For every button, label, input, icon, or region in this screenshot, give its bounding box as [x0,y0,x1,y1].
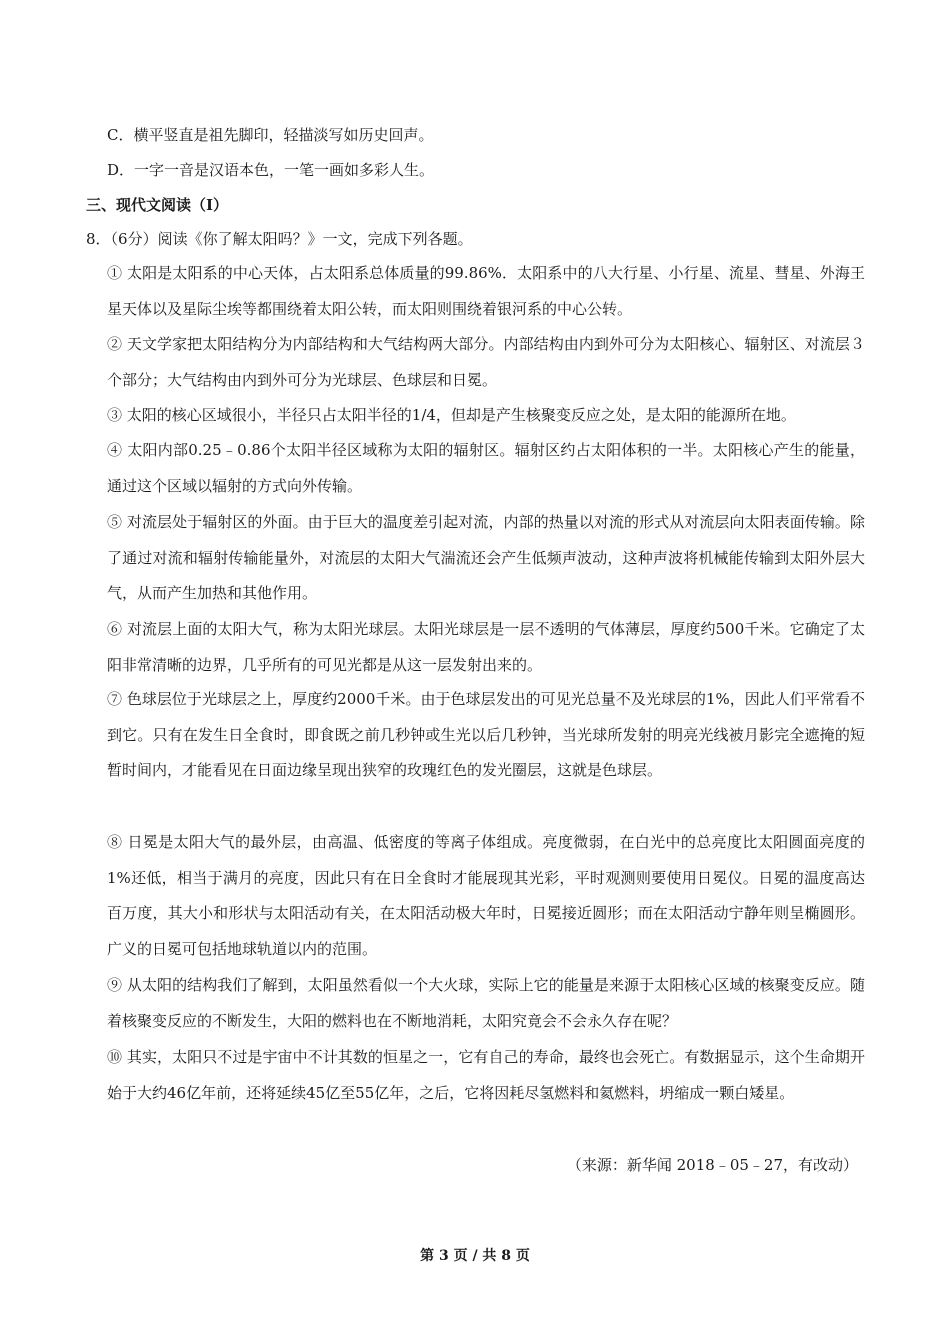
paragraph-9: ⑨ 从太阳的结构我们了解到，太阳虽然看似一个大火球，实际上它的能量是来源于太阳核心区域的核聚变反应。随着核聚变反应的不断发生，大阳的燃料也在不断地消耗，太阳究竟会不会永久存在呢？ [107,976,865,1030]
paragraph-2: ② 天文学家把太阳结构分为内部结构和大气结构两大部分。内部结构由内到外可分为太阳核心、辐射区、对流层３个部分；大气结构由内到外可分为光球层、色球层和日冕。 [107,335,865,389]
page-footer: 第 3 页 / 共 8 页 [420,1248,530,1264]
option-c: C．横平竖直是祖先脚印，轻描淡写如历史回声。 [107,126,434,144]
section-heading: 三、现代文阅读（Ⅰ） [86,196,229,214]
paragraph-3: ③ 太阳的核心区域很小，半径只占太阳半径的1/4，但却是产生核聚变反应之处，是太阳的能源所在地。 [107,406,796,424]
paragraph-7: ⑦ 色球层位于光球层之上，厚度约2000千米。由于色球层发出的可见光总量不及光球层的1%，因此人们平常看不到它。只有在发生日全食时，即食既之前几秒钟或生光以后几秒钟，当光球所发射的明亮光线被月影完全遮掩的短暂时间内，才能看见在日面边缘呈现出狭窄的玫瑰红色的发光圈层，这就是色球层。 [107,690,865,779]
option-d: D．一字一音是汉语本色，一笔一画如多彩人生。 [107,161,435,179]
paragraph-4: ④ 太阳内部0.25﹣0.86个太阳半径区域称为太阳的辐射区。辐射区约占太阳体积的一半。太阳核心产生的能量，通过这个区域以辐射的方式向外传输。 [107,441,865,495]
paragraph-8: ⑧ 日冕是太阳大气的最外层，由高温、低密度的等离子体组成。亮度微弱，在白光中的总亮度比太阳圆面亮度的1%还低，相当于满月的亮度，因此只有在日全食时才能展现其光彩，平时观测则要使用日冕仪。日冕的温度高达百万度，其大小和形状与太阳活动有关，在太阳活动极大年时，日冕接近圆形；而在太阳活动宁静年则呈椭圆形。广义的日冕可包括地球轨道以内的范围。 [107,833,865,958]
paragraph-5: ⑤ 对流层处于辐射区的外面。由于巨大的温度差引起对流，内部的热量以对流的形式从对流层向太阳表面传输。除了通过对流和辐射传输能量外，对流层的太阳大气湍流还会产生低频声波动，这种声波将机械能传输到太阳外层大气，从而产生加热和其他作用。 [107,513,865,602]
paragraph-1: ① 太阳是太阳系的中心天体，占太阳系总体质量的99.86%．太阳系中的八大行星、小行星、流星、彗星、外海王星天体以及星际尘埃等都围绕着太阳公转，而太阳则围绕着银河系的中心公转。 [107,264,865,318]
paragraph-6: ⑥ 对流层上面的太阳大气，称为太阳光球层。太阳光球层是一层不透明的气体薄层，厚度约500千米。它确定了太阳非常清晰的边界，几乎所有的可见光都是从这一层发射出来的。 [107,620,865,674]
question-title: 8．（6分）阅读《你了解太阳吗？》一文，完成下列各题。 [86,230,473,248]
paragraph-10: ⑩ 其实，太阳只不过是宇宙中不计其数的恒星之一，它有自己的寿命，最终也会死亡。有数据显示，这个生命期开始于大约46亿年前，还将延续45亿至55亿年，之后，它将因耗尽氢燃料和氦燃料，坍缩成一颗白矮星。 [107,1048,865,1102]
source-citation: （来源：新华闻 2018﹣05﹣27，有改动） [566,1156,858,1174]
